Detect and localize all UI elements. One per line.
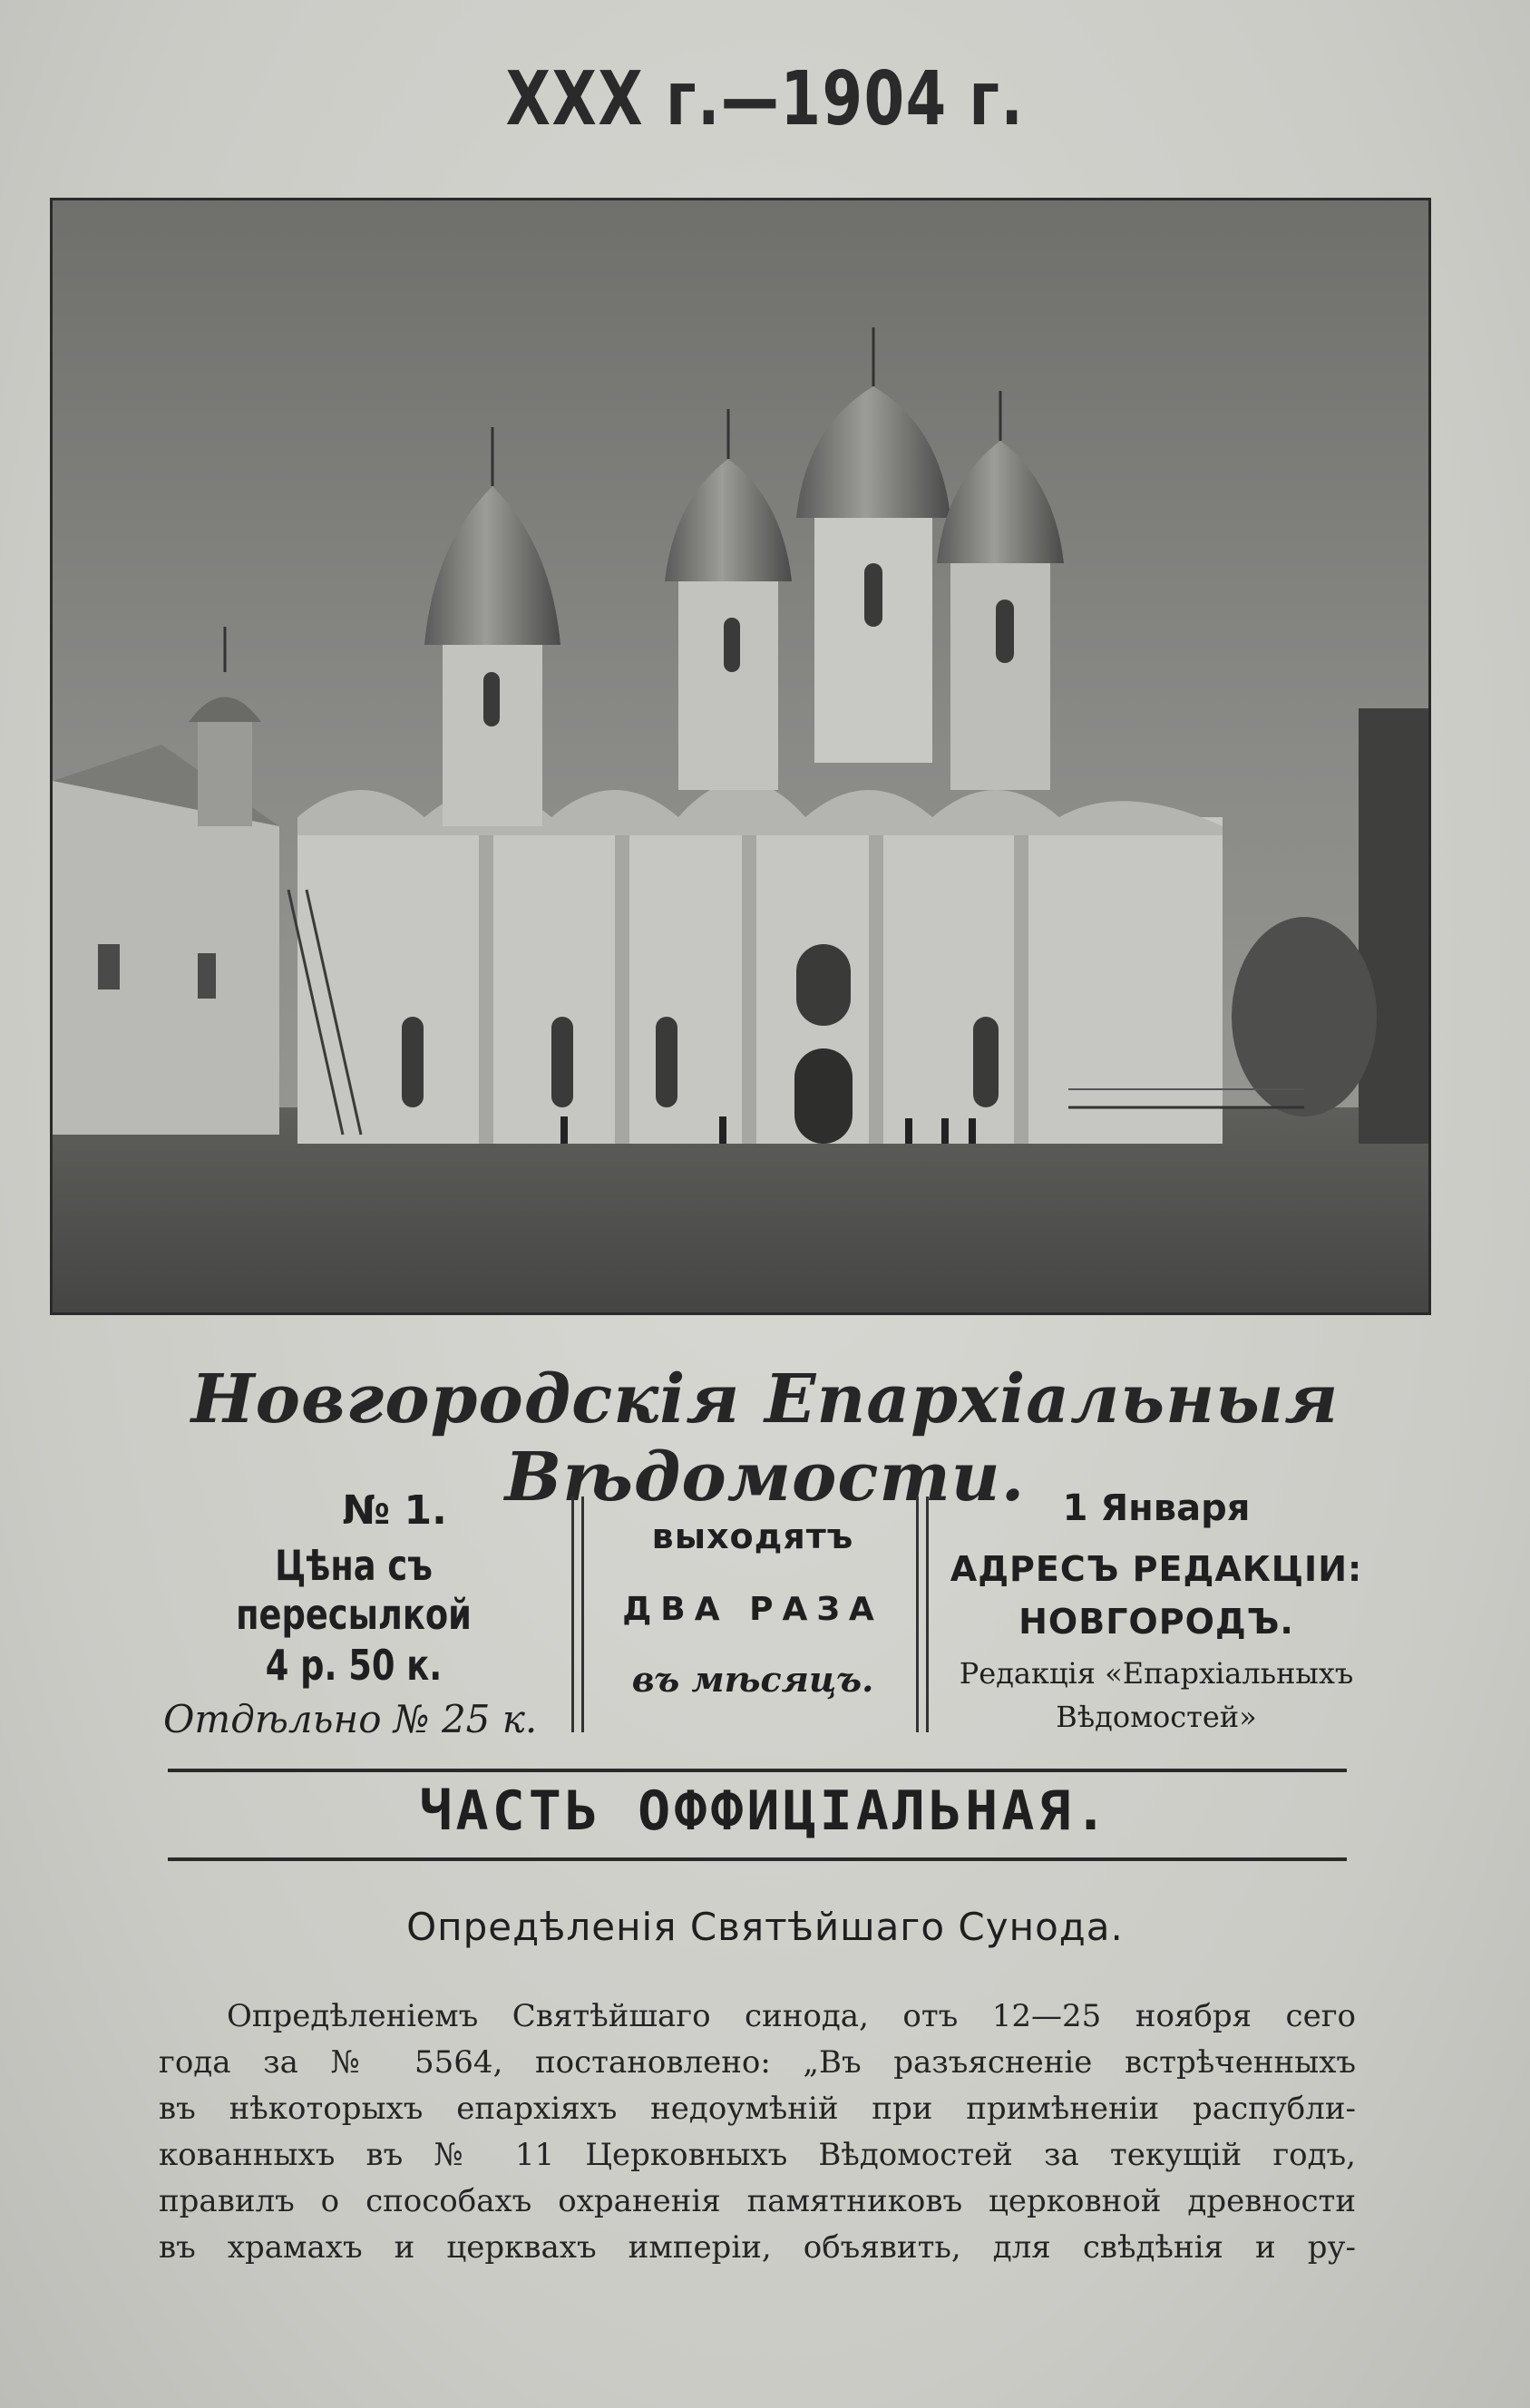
cathedral-illustration <box>53 200 1428 1312</box>
text-line: въ храмахъ и церквахъ имперіи, объявить, для свѣдѣнія и ру- <box>159 2229 1356 2266</box>
column-divider <box>916 1496 929 1732</box>
section-subtitle: Опредѣленія Святѣйшаго Сунода. <box>406 1905 1124 1949</box>
journal-title: Новгородскія Епархіальныя Вѣдомости. <box>190 1360 1340 1516</box>
text-line: въ нѣкоторыхъ епархіяхъ недоумѣній при примѣненіи распубли- <box>159 2091 1356 2127</box>
address-column <box>943 1487 1369 1734</box>
frequency-line-2: ДВА РАЗА <box>622 1591 883 1628</box>
year-heading: XXX г.—1904 г. <box>505 56 1025 142</box>
price-label: Цѣна съ пересылкой <box>236 1541 472 1639</box>
frequency-line-1: выходятъ <box>651 1516 854 1556</box>
single-copy-price: Отдѣльно № 25 к. <box>163 1697 538 1741</box>
text-line: кованныхъ въ № 11 Церковныхъ Вѣдомостей за текущій годъ, <box>159 2137 1356 2173</box>
section-rule-bottom <box>168 1857 1347 1861</box>
section-rule-top <box>168 1769 1347 1772</box>
issue-number: № 1. <box>342 1487 447 1534</box>
address-label: АДРЕСЪ РЕДАКЦІИ: <box>950 1549 1363 1589</box>
frequency-line-3: въ мѣсяцъ. <box>631 1659 874 1700</box>
issue-date: 1 Января <box>1062 1487 1251 1529</box>
address-city: НОВГОРОДЪ. <box>1018 1602 1294 1642</box>
column-divider <box>571 1496 584 1732</box>
frequency-column <box>599 1487 907 1700</box>
editorial-line-1: Редакція «Епархіальныхъ <box>959 1656 1354 1691</box>
issue-price-column <box>145 1487 562 1741</box>
price-value: 4 р. 50 к. <box>265 1641 443 1690</box>
text-line: правилъ о способахъ охраненія памятниковъ церковной древности <box>159 2183 1356 2219</box>
text-line: Опредѣленіемъ Святѣйшаго синода, отъ 12—25 ноября сего <box>227 1998 1356 2034</box>
section-title: ЧАСТЬ ОФФИЦІАЛЬНАЯ. <box>419 1779 1111 1843</box>
body-paragraph <box>159 1994 1356 2271</box>
text-line: года за № 5564, постановлено: „Въ разъясненіе встрѣченныхъ <box>159 2044 1356 2081</box>
editorial-line-2: Вѣдомостей» <box>1056 1700 1257 1734</box>
publication-info <box>145 1487 1363 1750</box>
cathedral-photograph <box>50 198 1431 1315</box>
